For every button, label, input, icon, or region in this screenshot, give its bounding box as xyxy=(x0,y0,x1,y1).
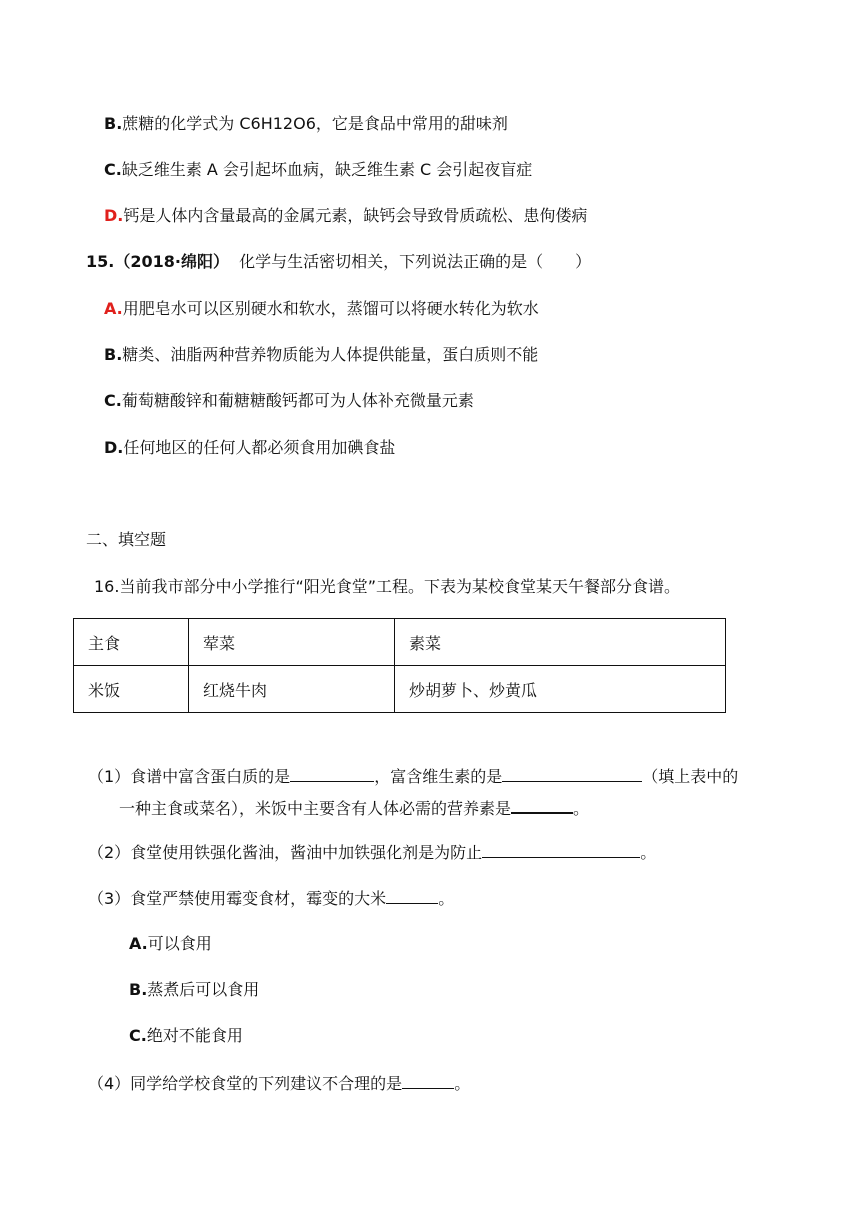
answer-letter: D. xyxy=(104,206,124,225)
section-title: 二、填空题 xyxy=(86,530,167,549)
q16-part1-line1: （1）食谱中富含蛋白质的是 ，富含维生素的是 （填上表中的 xyxy=(88,767,739,786)
table-row xyxy=(74,619,726,666)
q14-option-d: D.钙是人体内含量最高的金属元素，缺钙会导致骨质疏松、患佝偻病 xyxy=(104,206,588,225)
menu-table xyxy=(73,618,726,713)
table-cell: 荤菜 xyxy=(189,619,395,666)
q16-part3: （3）食堂严禁使用霉变食材，霉变的大米 。 xyxy=(88,889,455,908)
answer-blank[interactable] xyxy=(386,887,438,904)
table-cell: 炒胡萝卜、炒黄瓜 xyxy=(395,666,726,713)
q15-option-b: B.糖类、油脂两种营养物质能为人体提供能量，蛋白质则不能 xyxy=(104,345,539,364)
table-cell: 米饭 xyxy=(74,666,189,713)
q16-part3-option-a: A.可以食用 xyxy=(129,934,212,953)
q16-part3-option-c: C.绝对不能食用 xyxy=(129,1026,243,1045)
answer-letter: A. xyxy=(104,299,123,318)
q16-intro: 16.当前我市部分中小学推行“阳光食堂”工程。下表为某校食堂某天午餐部分食谱。 xyxy=(94,577,681,596)
answer-blank[interactable] xyxy=(290,765,374,782)
q14-option-b: B.蔗糖的化学式为 C6H12O6，它是食品中常用的甜味剂 xyxy=(104,114,508,133)
q14-option-c: C.缺乏维生素 A 会引起坏血病，缺乏维生素 C 会引起夜盲症 xyxy=(104,160,533,179)
answer-blank[interactable] xyxy=(511,796,573,814)
table-cell: 红烧牛肉 xyxy=(189,666,395,713)
q15-option-c: C.葡萄糖酸锌和葡糖糖酸钙都可为人体补充微量元素 xyxy=(104,391,474,410)
q15-option-a: A.用肥皂水可以区别硬水和软水，蒸馏可以将硬水转化为软水 xyxy=(104,299,539,318)
q16-part3-option-b: B.蒸煮后可以食用 xyxy=(129,980,260,999)
table-cell: 素菜 xyxy=(395,619,726,666)
answer-blank[interactable] xyxy=(402,1072,454,1089)
q16-part2: （2）食堂使用铁强化酱油，酱油中加铁强化剂是为防止 。 xyxy=(88,843,657,862)
answer-blank[interactable] xyxy=(502,765,642,782)
q16-part4: （4）同学给学校食堂的下列建议不合理的是 。 xyxy=(88,1074,471,1093)
answer-blank[interactable] xyxy=(482,841,640,858)
q15-stem: 15.（2018·绵阳） 化学与生活密切相关，下列说法正确的是（ ） xyxy=(86,252,592,271)
table-cell: 主食 xyxy=(74,619,189,666)
q15-option-d: D.任何地区的任何人都必须食用加碘食盐 xyxy=(104,438,396,457)
q16-part1-line2: 一种主食或菜名），米饭中主要含有人体必需的营养素是 。 xyxy=(119,796,589,820)
table-row xyxy=(74,666,726,713)
